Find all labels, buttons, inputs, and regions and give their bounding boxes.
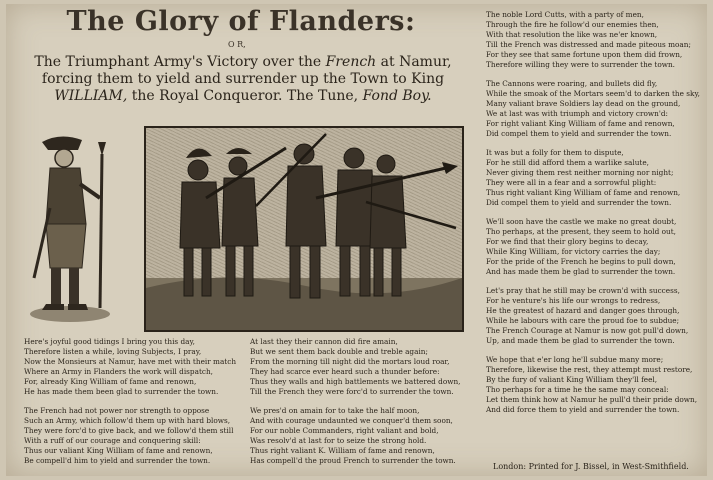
verse-line: For right valiant King William of fame and renown, (486, 119, 675, 128)
verse-line: Let's pray that he still may be crown'd with success, (486, 286, 680, 295)
verse-line: The French had not power nor strength to oppose (24, 406, 210, 415)
verse-line: With that resolution the like was ne'er known, (486, 30, 658, 39)
verse-line: But we sent them back double and treble again; (250, 347, 428, 356)
verse-line: The French Courage at Namur is now got pull'd down, (486, 326, 689, 335)
verse-line: Now the Monsieurs at Namur, have met with their match (24, 357, 237, 366)
verse-line: For he venture's his life our wrongs to redress, (486, 296, 661, 305)
verse-line: Did compel them to yield and surrender the town. (486, 198, 672, 207)
verse-line: Many valiant brave Soldiers lay dead on the ground, (486, 99, 681, 108)
verse-line: While he labours with care the proud foe to subdue; (486, 316, 680, 325)
verse-line: While the smoak of the Mortars seem'd to darken the sky, (486, 89, 700, 98)
subtitle-or: O R, (228, 40, 246, 49)
verse-line: And with courage undaunted we conquer'd them soon, (250, 416, 453, 425)
verse-line: They were forc'd to give back, and we follow'd them still (24, 426, 234, 435)
stanza (250, 406, 476, 466)
verse-line: Thus our valiant King William of fame and renown, (24, 446, 213, 455)
stanza (486, 79, 708, 139)
stanza (486, 217, 708, 277)
verse-line: Did compel them to yield and surrender the town. (486, 129, 672, 138)
verse-line: For we find that their glory begins to decay, (486, 237, 649, 246)
imprint: London: Printed for J. Bissel, in West-Smithfield. (493, 462, 689, 471)
verse-line: With a ruff of our courage and conquering skill: (24, 436, 201, 445)
verse-line: Was resolv'd at last for to seize the strong hold. (250, 436, 427, 445)
verse-line: For our noble Commanders, right valiant and bold, (250, 426, 439, 435)
verse-line: Up, and made them be glad to surrender the town. (486, 336, 675, 345)
stanza (486, 148, 708, 208)
verse-line: They were all in a fear and a sorrowful plight: (486, 178, 657, 187)
verse-line: They had scarce ever heard such a thunder before: (250, 367, 440, 376)
subtitle-part1: The Triumphant Army's Victory over the (34, 54, 326, 70)
verse-line: Tho perhaps for a time he the same may conceal: (486, 385, 669, 394)
verse-line: The noble Lord Cutts, with a party of men, (486, 10, 644, 19)
verse-line: The Cannons were roaring, and bullets did fly, (486, 79, 658, 88)
verse-line: Therefore, likewise the rest, they attempt must restore, (486, 365, 693, 374)
verse-line: Has compell'd the proud French to surrender the town. (250, 456, 456, 465)
verse-line: Such an Army, which follow'd them up with hard blows, (24, 416, 231, 425)
verse-line: And did force them to yield and surrender the town. (486, 405, 680, 414)
stanza (486, 286, 708, 346)
verse-line: Thus right valiant King William of fame and renown, (486, 188, 681, 197)
subtitle-french: French (325, 54, 377, 70)
broadside-sheet (6, 4, 707, 476)
verse-line: We hope that e'er long he'll subdue many more; (486, 355, 664, 364)
verse-line: He the greatest of hazard and danger goes through, (486, 306, 680, 315)
verse-line: We at last was with triumph and victory crown'd: (486, 109, 668, 118)
verse-line: Therefore willing they were to surrender the town. (486, 60, 676, 69)
subtitle-part2: at Namur, forcing them to yield and surrender up the Town to King (41, 54, 452, 87)
verse-column-right (486, 10, 708, 424)
verse-line: From the morning till night did the mortars loud roar, (250, 357, 450, 366)
verse-column-lower-left (24, 337, 242, 475)
stanza (24, 406, 242, 466)
verse-line: For he still did afford them a warlike salute, (486, 158, 649, 167)
page-title: The Glory of Flanders: (66, 6, 416, 37)
verse-line: He has made them been glad to surrender the town. (24, 387, 219, 396)
stanza (24, 337, 242, 397)
verse-line: And has made them be glad to surrender the town. (486, 267, 676, 276)
verse-line: Therefore listen a while, loving Subjects, I pray, (24, 347, 202, 356)
verse-line: Be compell'd him to yield and surrender the town. (24, 456, 211, 465)
subtitle (12, 54, 474, 105)
pikemen-illustration (146, 128, 462, 330)
verse-line: Through the fire he follow'd our enemies then, (486, 20, 659, 29)
verse-line: Till the French was distressed and made piteous moan; (486, 40, 691, 49)
subtitle-tune: Fond Boy. (362, 88, 432, 104)
stanza (486, 355, 708, 415)
stanza (486, 10, 708, 70)
subtitle-part3: the Royal Conqueror. The Tune, (127, 88, 363, 104)
verse-line: We'll soon have the castle we make no great doubt, (486, 217, 677, 226)
verse-line: Thus right valiant K. William of fame and renown, (250, 446, 435, 455)
soldier-illustration (20, 128, 120, 324)
verse-line: By the fury of valiant King William they'll feel, (486, 375, 658, 384)
verse-line: For the pride of the French he begins to pull down, (486, 257, 676, 266)
verse-line: While King William, for victory carries the day; (486, 247, 661, 256)
verse-line: It was but a folly for them to dispute, (486, 148, 624, 157)
verse-line: Till the French they were forc'd to surrender the town. (250, 387, 454, 396)
verse-line: For they see that same fortune upon them did frown, (486, 50, 683, 59)
verse-line: At last they their cannon did fire amain, (250, 337, 398, 346)
verse-line: Tho perhaps, at the present, they seem to hold out, (486, 227, 676, 236)
verse-line: Thus they walls and high battlements we battered down, (250, 377, 461, 386)
verse-line: Here's joyful good tidings I bring you this day, (24, 337, 195, 346)
verse-line: Never giving them rest neither morning nor night; (486, 168, 674, 177)
verse-line: Where an Army in Flanders the work will dispatch, (24, 367, 213, 376)
woodcut-pikemen (144, 126, 464, 332)
woodcut-soldier (20, 128, 120, 324)
verse-line: We pres'd on amain for to take the half moon, (250, 406, 420, 415)
verse-line: For, already King William of fame and renown, (24, 377, 197, 386)
verse-line: Let them think how at Namur he pull'd their pride down, (486, 395, 698, 404)
subtitle-king: WILLIAM, (54, 88, 128, 104)
stanza (250, 337, 476, 397)
verse-column-lower-middle (250, 337, 476, 475)
